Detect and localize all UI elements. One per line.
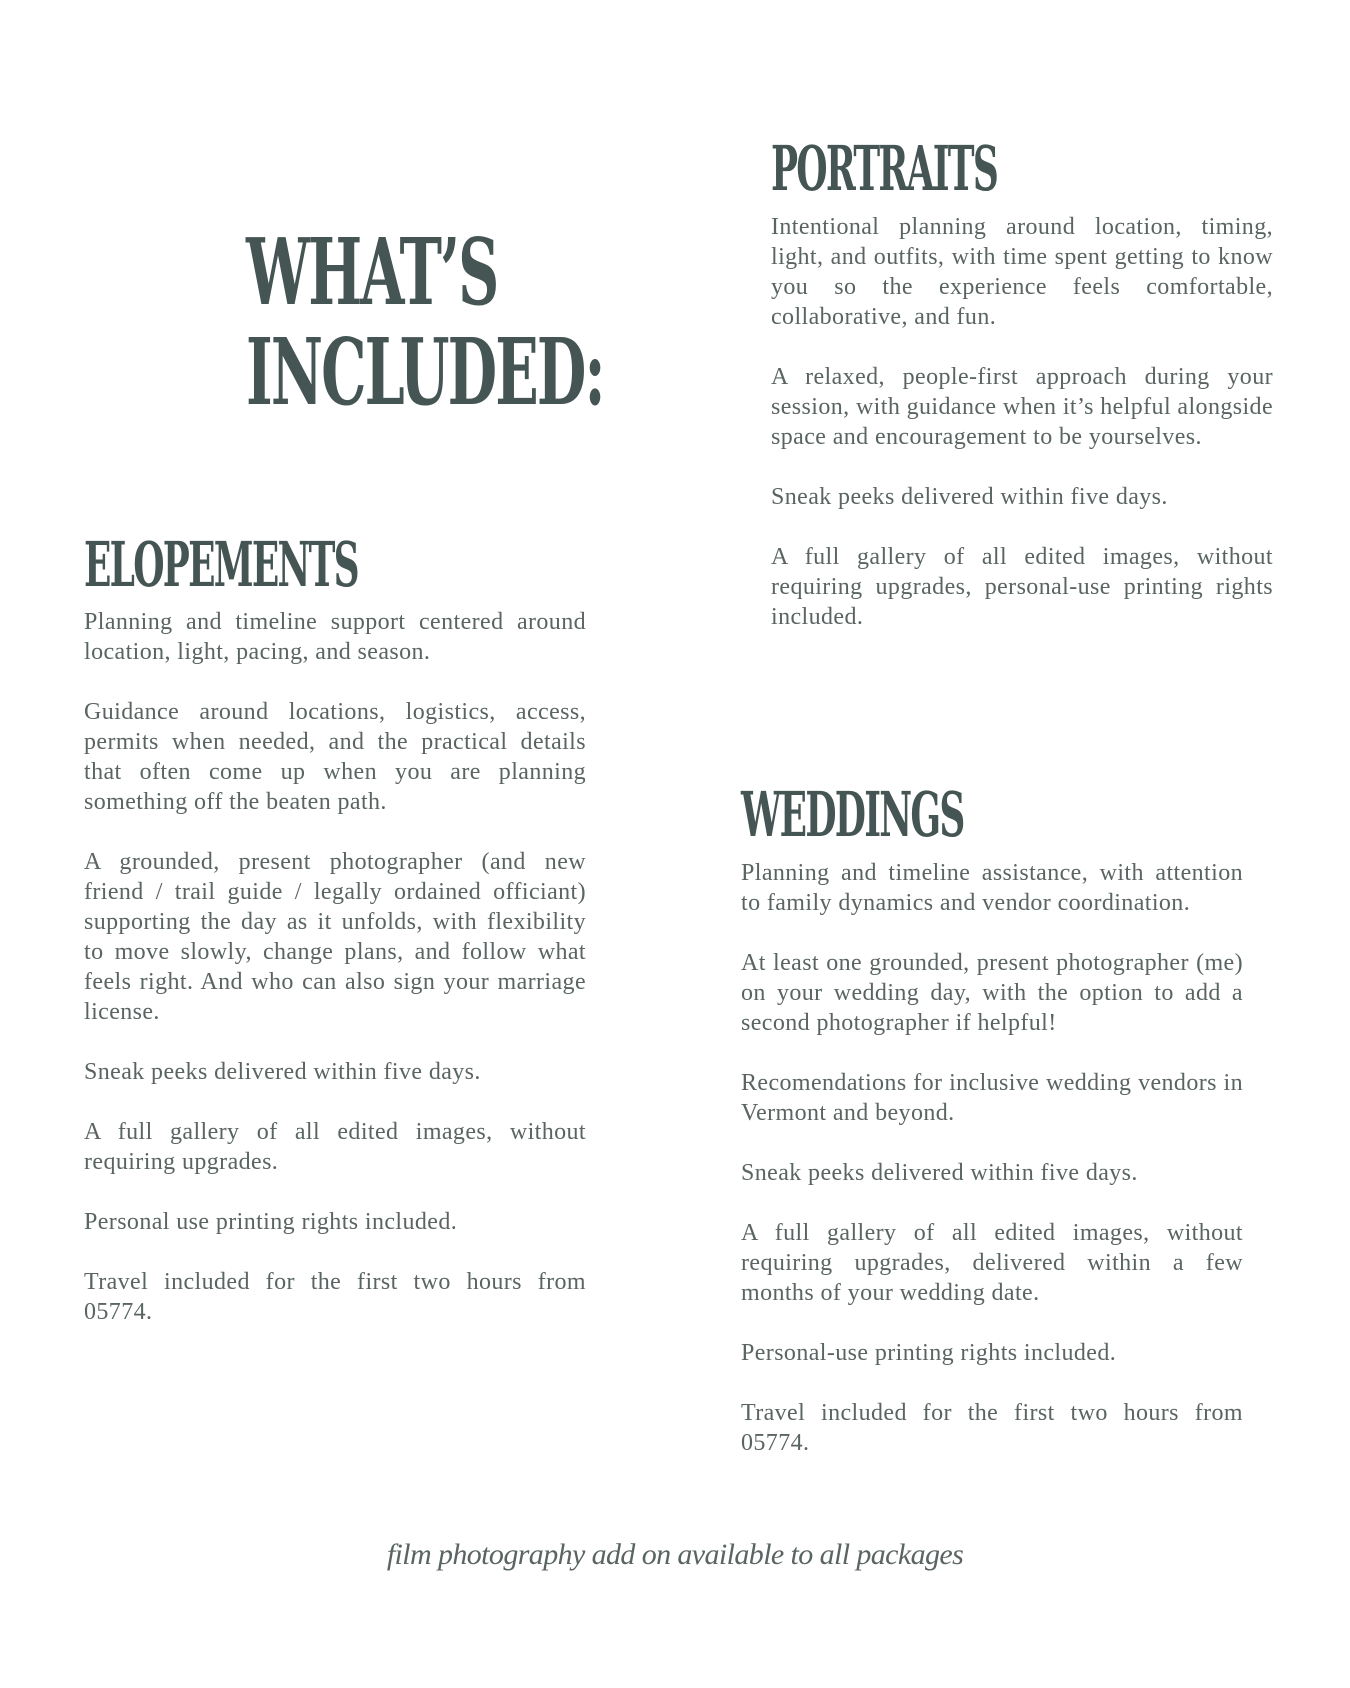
page-title	[246, 218, 604, 426]
list-item: Personal use printing rights included.	[84, 1209, 458, 1235]
list-item: Personal-use printing rights included.	[741, 1340, 1117, 1366]
list-item: A full gallery of all edited images, without requiring upgrades, personal-use printing rights included.	[771, 544, 1273, 630]
list-item: A relaxed, people-first approach during your session, with guidance when it’s helpful alongside space and encouragement to be yourselves.	[771, 364, 1273, 450]
list-item: Sneak peeks delivered within five days.	[771, 484, 1168, 510]
portraits-heading: PORTRAITS	[771, 132, 998, 205]
list-item: Planning and timeline support centered around location, light, pacing, and season.	[84, 609, 586, 665]
elopements-list	[84, 607, 586, 1327]
elopements-heading: ELOPEMENTS	[84, 528, 358, 601]
list-item: Guidance around locations, logistics, access, permits when needed, and the practical details that often come up when you are planning something off the beaten path.	[84, 699, 586, 815]
film-addon-note: film photography add on available to all packages	[386, 1538, 964, 1571]
list-item: Sneak peeks delivered within five days.	[741, 1160, 1138, 1186]
list-item: Intentional planning around location, timing, light, and outfits, with time spent getting to know you so the experience feels comfortable, collaborative, and fun.	[771, 214, 1273, 330]
list-item: Recomendations for inclusive wedding vendors in Vermont and beyond.	[741, 1070, 1243, 1126]
list-item: Sneak peeks delivered within five days.	[84, 1059, 481, 1085]
list-item: At least one grounded, present photographer (me) on your wedding day, with the option to add a second photographer if helpful!	[741, 950, 1243, 1036]
list-item: Travel included for the first two hours from 05774.	[741, 1400, 1243, 1456]
list-item: Planning and timeline assistance, with attention to family dynamics and vendor coordination.	[741, 860, 1243, 916]
weddings-heading: WEDDINGS	[741, 778, 964, 851]
list-item: A full gallery of all edited images, without requiring upgrades, delivered within a few months of your wedding date.	[741, 1220, 1243, 1306]
list-item: A grounded, present photographer (and new friend / trail guide / legally ordained officiant) supporting the day as it unfolds, with flexibility to move slowly, change plans, and follow what feels right. And who can also sign your marriage license.	[84, 849, 586, 1025]
page-title-line-1: WHAT’S	[246, 218, 498, 326]
weddings-list	[741, 858, 1243, 1458]
list-item: A full gallery of all edited images, without requiring upgrades.	[84, 1119, 586, 1175]
page-title-line-2: INCLUDED:	[246, 318, 604, 426]
list-item: Travel included for the first two hours from 05774.	[84, 1269, 586, 1325]
portraits-list	[771, 212, 1273, 632]
